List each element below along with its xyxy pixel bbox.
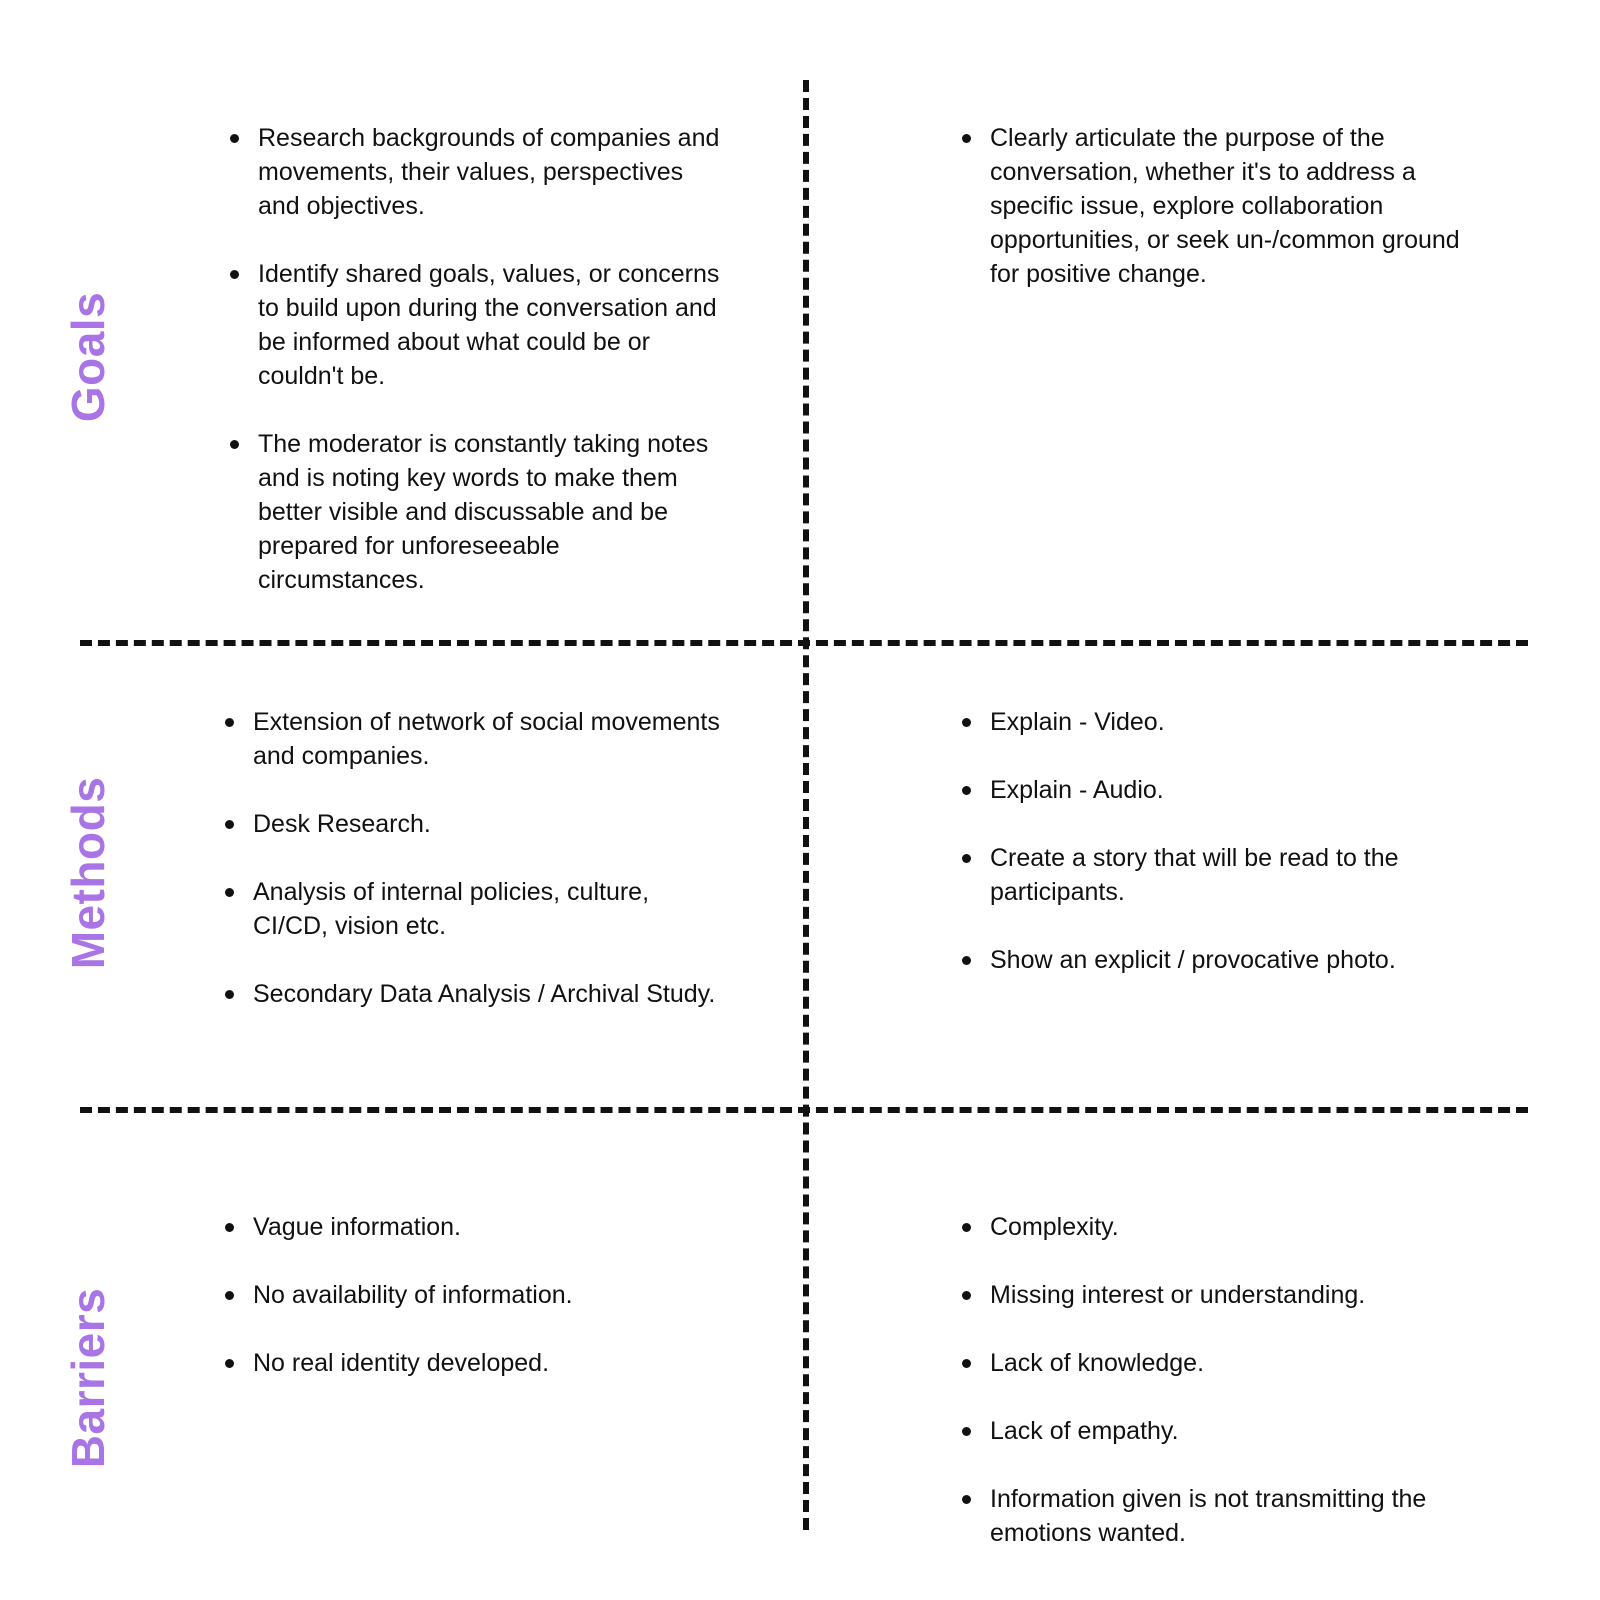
list-item: Clearly articulate the purpose of the conversation, whether it's to address a specific issue, explore collaboration opportunities, or seek un-/common ground for positive change. [962, 121, 1472, 291]
vertical-divider [803, 80, 809, 1530]
list-item: Complexity. [962, 1210, 1472, 1244]
list-item: Missing interest or understanding. [962, 1278, 1472, 1312]
methods-right-list [962, 705, 1472, 1011]
list-item: Information given is not transmitting the emotions wanted. [962, 1482, 1472, 1550]
list-item: No real identity developed. [225, 1346, 725, 1380]
list-item: Extension of network of social movements and companies. [225, 705, 725, 773]
row-label-barriers-text: Barriers [62, 1287, 114, 1469]
barriers-left-list [225, 1210, 725, 1414]
list-item: Identify shared goals, values, or concerns to build upon during the conversation and be informed about what could be or couldn't be. [230, 257, 730, 393]
list-item: Secondary Data Analysis / Archival Study. [225, 977, 725, 1011]
horizontal-divider-goals-methods [80, 640, 1528, 646]
list-item: Lack of knowledge. [962, 1346, 1472, 1380]
list-item: Desk Research. [225, 807, 725, 841]
goals-left-list [230, 121, 730, 631]
list-item: Research backgrounds of companies and movements, their values, perspectives and objectives. [230, 121, 730, 223]
list-item: Explain - Video. [962, 705, 1472, 739]
list-item: Analysis of internal policies, culture, CI/CD, vision etc. [225, 875, 725, 943]
horizontal-divider-methods-barriers [80, 1107, 1528, 1113]
row-label-methods-text: Methods [62, 776, 114, 970]
list-item: Show an explicit / provocative photo. [962, 943, 1472, 977]
row-label-goals-text: Goals [62, 291, 114, 423]
list-item: Lack of empathy. [962, 1414, 1472, 1448]
goals-right-list [962, 121, 1472, 325]
list-item: Explain - Audio. [962, 773, 1472, 807]
methods-left-list [225, 705, 725, 1045]
list-item: The moderator is constantly taking notes and is noting key words to make them better visible and discussable and be prepared for unforeseeable circumstances. [230, 427, 730, 597]
list-item: Vague information. [225, 1210, 725, 1244]
list-item: No availability of information. [225, 1278, 725, 1312]
barriers-right-list [962, 1210, 1472, 1584]
list-item: Create a story that will be read to the participants. [962, 841, 1472, 909]
